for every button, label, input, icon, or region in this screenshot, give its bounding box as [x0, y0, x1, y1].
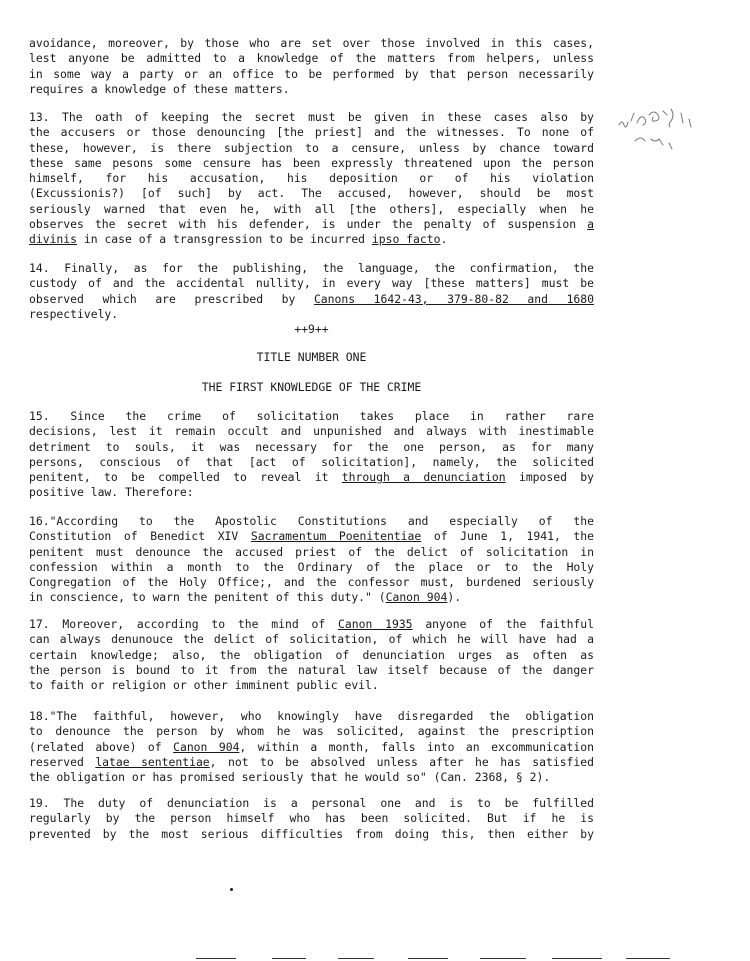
line-segment: 17. Moreover, according to the mind of [29, 617, 339, 631]
text-line: the accusers or those denouncing [the priest] and the witnesses. To none of [29, 125, 594, 140]
footer-rule [408, 958, 448, 959]
text-line [29, 617, 594, 632]
text-line: in some way a party or an office to be performed by that person necessarily [29, 66, 594, 81]
text-line: 15. Since the crime of solicitation takes place in rather rare [29, 409, 594, 423]
paragraph-18 [29, 709, 594, 785]
line-segment: Constitution of Benedict XIV [29, 529, 251, 544]
text-line: seriously warned that even he, with all [the others], especially when he [29, 201, 594, 216]
section-divider: ++9++ [294, 322, 329, 336]
underlined-term: a [587, 217, 594, 232]
canon-reference: Canons 1642-43, 379-80-82 and 1680 [313, 291, 594, 306]
paragraph-intro [29, 36, 594, 97]
underlined-term: latae sententiae [95, 754, 210, 769]
text-line: requires a knowledge of these matters. [29, 81, 290, 96]
text-line: Congregation of the Holy Office;, and the confessor must, burdened seriously [29, 575, 594, 590]
section-subheading: THE FIRST KNOWLEDGE OF THE CRIME [201, 380, 422, 394]
underlined-term: divinis [29, 232, 78, 247]
line-segment: in case of a transgression to be incurred [77, 232, 372, 247]
text-line: lest anyone be admitted to a knowledge of the matters from helpers, unless [29, 51, 594, 66]
text-line [29, 740, 594, 755]
line-segment: imposed by [505, 470, 595, 485]
text-line: 13. The oath of keeping the secret must be given in these cases also by [29, 110, 594, 124]
text-line: positive law. Therefore: [29, 485, 194, 500]
canon-reference: Canon 904 [173, 739, 240, 754]
text-line: custody of and the accidental nullity, in every way [these matters] must be [29, 276, 594, 291]
paragraph-15 [29, 409, 594, 501]
text-line: detriment to souls, it was necessary for the one person, as for many [29, 439, 594, 454]
scan-speck [230, 888, 233, 891]
footer-rule [196, 958, 236, 959]
text-line: (Excussionis?) [of such] by act. The accused, however, should be most [29, 186, 594, 201]
text-line: can always denunouce the delict of solicitation, of which he will have had a [29, 632, 594, 647]
footer-rule [480, 958, 526, 959]
paragraph-16 [29, 514, 594, 606]
underlined-term: through a denunciation [341, 470, 506, 485]
text-line: 19. The duty of denunciation is a personal one and is to be fulfilled [29, 796, 594, 810]
footer-rule [626, 958, 670, 959]
text-line: penitent must denounce the accused priest of the delict of solicitation in [29, 544, 594, 559]
line-segment: penitent, to be compelled to reveal it [29, 470, 342, 485]
line-segment: observed which are prescribed by [29, 291, 314, 306]
text-line: himself, for his accusation, his deposition or of his violation [29, 171, 594, 186]
text-line [29, 232, 594, 247]
text-line: prevented by the most serious difficulties from doing this, then either by [29, 826, 594, 841]
text-line [29, 217, 594, 232]
text-line [29, 470, 594, 485]
text-line: 14. Finally, as for the publishing, the language, the confirmation, the [29, 261, 594, 275]
text-line: decisions, lest it remain occult and unpunished and always with inestimable [29, 424, 594, 439]
line-segment: , not to be absolved unless after he has satisfied [209, 754, 594, 769]
canon-reference: Canon 1935 [338, 617, 413, 631]
text-line: 18."The faithful, however, who knowingly have disregarded the obligation [29, 709, 594, 723]
text-line: regularly by the person himself who has been solicited. But if he is [29, 811, 594, 826]
text-line: to faith or religion or other imminent public evil. [29, 678, 379, 693]
footer-rule [552, 958, 602, 959]
line-segment: ). [447, 590, 462, 605]
text-line: 16."According to the Apostolic Constitutions and especially of the [29, 514, 594, 528]
text-line: confession within a month to the Ordinary of the place or to the Holy [29, 559, 594, 574]
text-line: these, however, is there subjection to a censure, unless by chance toward [29, 140, 594, 155]
canon-reference: Canon 904 [385, 590, 448, 605]
line-segment: observes the secret with his defender, is under the penalty of suspension [29, 217, 588, 232]
line-segment: . [440, 232, 448, 247]
text-line: these same pesons some censure has been expressly threatened upon the person [29, 155, 594, 170]
underlined-term: ipso facto [371, 232, 441, 247]
underlined-term: Sacramentum Poenitentiae [250, 529, 422, 544]
footer-rule [338, 958, 374, 959]
text-line: persons, conscious of that [act of solicitation], namely, the solicited [29, 454, 594, 469]
text-line: avoidance, moreover, by those who are set over those involved in this cases, [29, 36, 594, 50]
text-line [29, 755, 594, 770]
text-line: respectively. [29, 306, 119, 321]
text-line: to denounce the person by whom he was solicited, against the prescription [29, 724, 594, 739]
handwritten-margin-note [615, 103, 705, 163]
line-segment: , within a month, falls into an excommunication [239, 739, 594, 754]
text-line: the person is bound to it from the natural law itself because of the danger [29, 662, 594, 677]
title-heading: TITLE NUMBER ONE [256, 350, 367, 364]
line-segment: in conscience, to warn the penitent of this duty." ( [29, 590, 386, 605]
line-segment: anyone of the faithful [412, 617, 595, 631]
footer-rule [272, 958, 306, 959]
paragraph-13 [29, 110, 594, 248]
text-line [29, 590, 594, 605]
line-segment: of June 1, 1941, the [421, 529, 595, 544]
text-line [29, 529, 594, 544]
paragraph-14 [29, 261, 594, 322]
paragraph-19 [29, 796, 594, 842]
paragraph-17 [29, 617, 594, 693]
line-segment: (related above) of [29, 739, 174, 754]
text-line: the obligation or has promised seriously that he would so" (Can. 2368, § 2). [29, 770, 551, 785]
text-line [29, 292, 594, 307]
line-segment: reserved [29, 754, 96, 769]
text-line: certain knowledge; also, the obligation of denunciation urges as often as [29, 647, 594, 662]
